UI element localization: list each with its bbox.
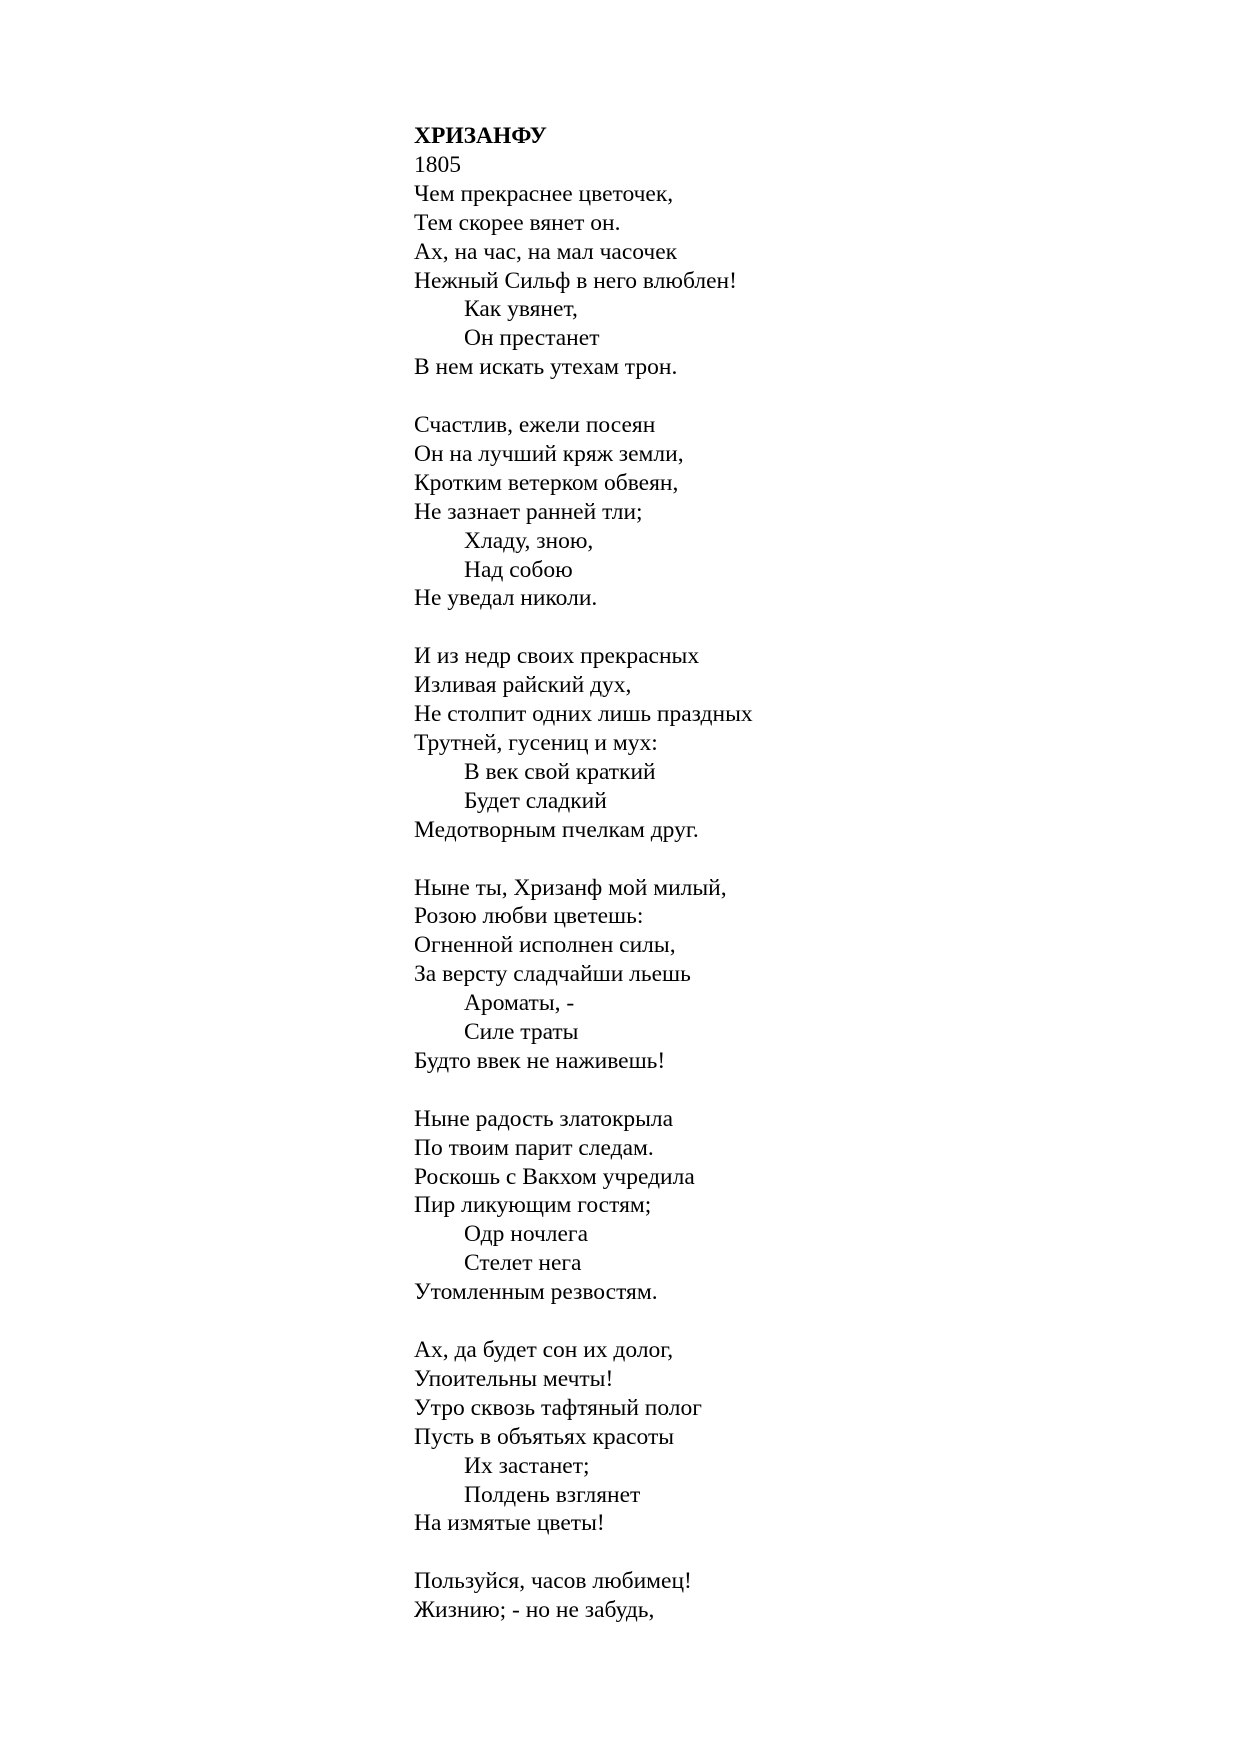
stanza-gap (414, 1307, 753, 1336)
poem-line: Медотворным пчелкам друг. (414, 816, 699, 843)
poem-line: В нем искать утехам трон. (414, 354, 678, 381)
poem-line: Он на лучший кряж земли, (414, 440, 684, 467)
poem-line: И из недр своих прекрасных (414, 643, 700, 670)
poem-line: Ныне ты, Хризанф мой милый, (414, 874, 727, 901)
poem-line: Счастлив, ежели посеян (414, 412, 656, 439)
stanza-gap (414, 613, 753, 642)
poem-line: По твоим парит следам. (414, 1134, 654, 1161)
poem-line: Не столпит одних лишь праздных (414, 701, 753, 728)
poem-line: Силе траты (464, 1019, 579, 1046)
stanza (414, 180, 753, 382)
poem-line: Пользуйся, часов любимец! (414, 1568, 692, 1595)
poem-line: Он престанет (464, 325, 600, 352)
poem-line: Хладу, зною, (464, 527, 594, 554)
stanza-gap (414, 845, 753, 874)
poem-line: Будет сладкий (464, 787, 607, 814)
poem-line: Над собою (464, 556, 573, 583)
poem (414, 122, 753, 1625)
poem-line: За версту сладчайши льешь (414, 961, 691, 988)
stanza (414, 1105, 753, 1307)
stanza (414, 874, 753, 1076)
poem-line: Будто ввек не наживешь! (414, 1047, 666, 1074)
poem-line: Тем скорее вянет он. (414, 209, 621, 236)
poem-line: Ныне радость златокрыла (414, 1105, 674, 1132)
stanza-gap (414, 382, 753, 411)
poem-line: Их застанет; (464, 1452, 590, 1479)
poem-line: Утро сквозь тафтяный полог (414, 1394, 702, 1421)
poem-line: Полдень взглянет (464, 1481, 641, 1508)
poem-line: Роскошь с Вакхом учредила (414, 1163, 695, 1190)
stanza-gap (414, 1076, 753, 1105)
poem-line: Нежный Сильф в него влюблен! (414, 267, 737, 294)
poem-line: Жизнию; - но не забудь, (414, 1597, 655, 1624)
poem-line: Ах, да будет сон их долог, (414, 1336, 674, 1363)
poem-line: Не уведал николи. (414, 585, 598, 612)
poem-line: Пусть в объятьях красоты (414, 1423, 675, 1450)
stanza (414, 1567, 753, 1625)
poem-line: Стелет нега (464, 1250, 582, 1277)
poem-body (414, 180, 753, 1625)
poem-line: Кротким ветерком обвеян, (414, 469, 679, 496)
poem-line: На измятые цветы! (414, 1510, 605, 1537)
poem-line: Одр ночлега (464, 1221, 589, 1248)
stanza-gap (414, 1538, 753, 1567)
poem-line: Огненной исполнен силы, (414, 932, 676, 959)
stanza (414, 642, 753, 844)
poem-line: Ароматы, - (464, 990, 575, 1017)
poem-title: ХРИЗАНФУ (414, 123, 547, 149)
stanza (414, 411, 753, 613)
poem-line: Пир ликующим гостям; (414, 1192, 652, 1219)
poem-line: Чем прекраснее цветочек, (414, 180, 674, 207)
poem-year: 1805 (414, 151, 461, 178)
poem-line: Как увянет, (464, 296, 578, 323)
poem-line: Утомленным резвостям. (414, 1279, 658, 1306)
stanza (414, 1336, 753, 1538)
poem-line: Упоительны мечты! (414, 1365, 614, 1392)
poem-line: Трутней, гусениц и мух: (414, 730, 658, 756)
poem-line: Не зазнает ранней тли; (414, 498, 643, 525)
poem-line: Ах, на час, на мал часочек (414, 238, 678, 265)
poem-line: В век свой краткий (464, 758, 656, 785)
poem-line: Розою любви цветешь: (414, 903, 644, 930)
poem-line: Изливая райский дух, (414, 672, 632, 699)
